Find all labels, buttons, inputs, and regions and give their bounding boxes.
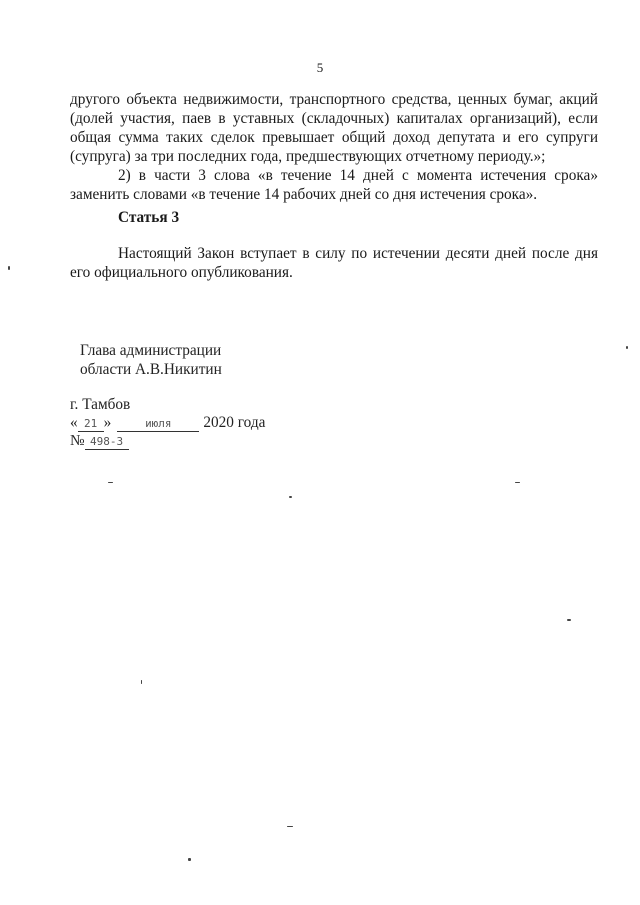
date-year: 2020 года xyxy=(203,414,266,431)
scan-speck xyxy=(626,346,628,349)
body-text xyxy=(70,90,598,204)
signature-block xyxy=(80,341,222,379)
article-text: Настоящий Закон вступает в силу по истечении десяти дней после дня его официального опубликования. xyxy=(70,245,598,281)
date-day-stamp: 21 xyxy=(78,417,104,432)
signature-title: Глава администрации xyxy=(80,342,222,359)
scan-speck xyxy=(141,680,142,684)
scan-speck xyxy=(567,619,571,621)
scan-speck xyxy=(287,826,293,827)
law-number-line xyxy=(70,432,265,450)
law-number-stamp: 498-З xyxy=(85,435,129,450)
city-line: г. Тамбов xyxy=(70,396,131,413)
scan-speck xyxy=(188,858,191,861)
place-date-block xyxy=(70,396,265,450)
date-month-stamp: июля xyxy=(117,417,199,432)
scan-speck xyxy=(108,482,113,483)
scan-speck xyxy=(515,482,520,483)
scan-speck xyxy=(289,496,292,498)
number-sign: № xyxy=(70,432,85,449)
page-number: 5 xyxy=(316,60,324,75)
paragraph-item-2: 2) в части 3 слова «в течение 14 дней с момента истечения срока» заменить словами «в течение 14 рабочих дней со дня истечения срока». xyxy=(70,167,598,203)
signature-name: области А.В.Никитин xyxy=(80,361,222,378)
paragraph-continuation: другого объекта недвижимости, транспортного средства, ценных бумаг, акций (долей участия, паев в уставных (складочных) капиталах организаций), если общая сумма таких сделок превышает общий доход депутата и его супруги (супруга) за три последних года, предшествующих отчетному периоду.»; xyxy=(70,91,598,165)
date-close-quote: » xyxy=(103,414,112,431)
scan-speck xyxy=(8,266,10,270)
article-heading: Статья 3 xyxy=(118,209,180,226)
date-line xyxy=(70,414,265,432)
date-open-quote: « xyxy=(70,414,78,431)
